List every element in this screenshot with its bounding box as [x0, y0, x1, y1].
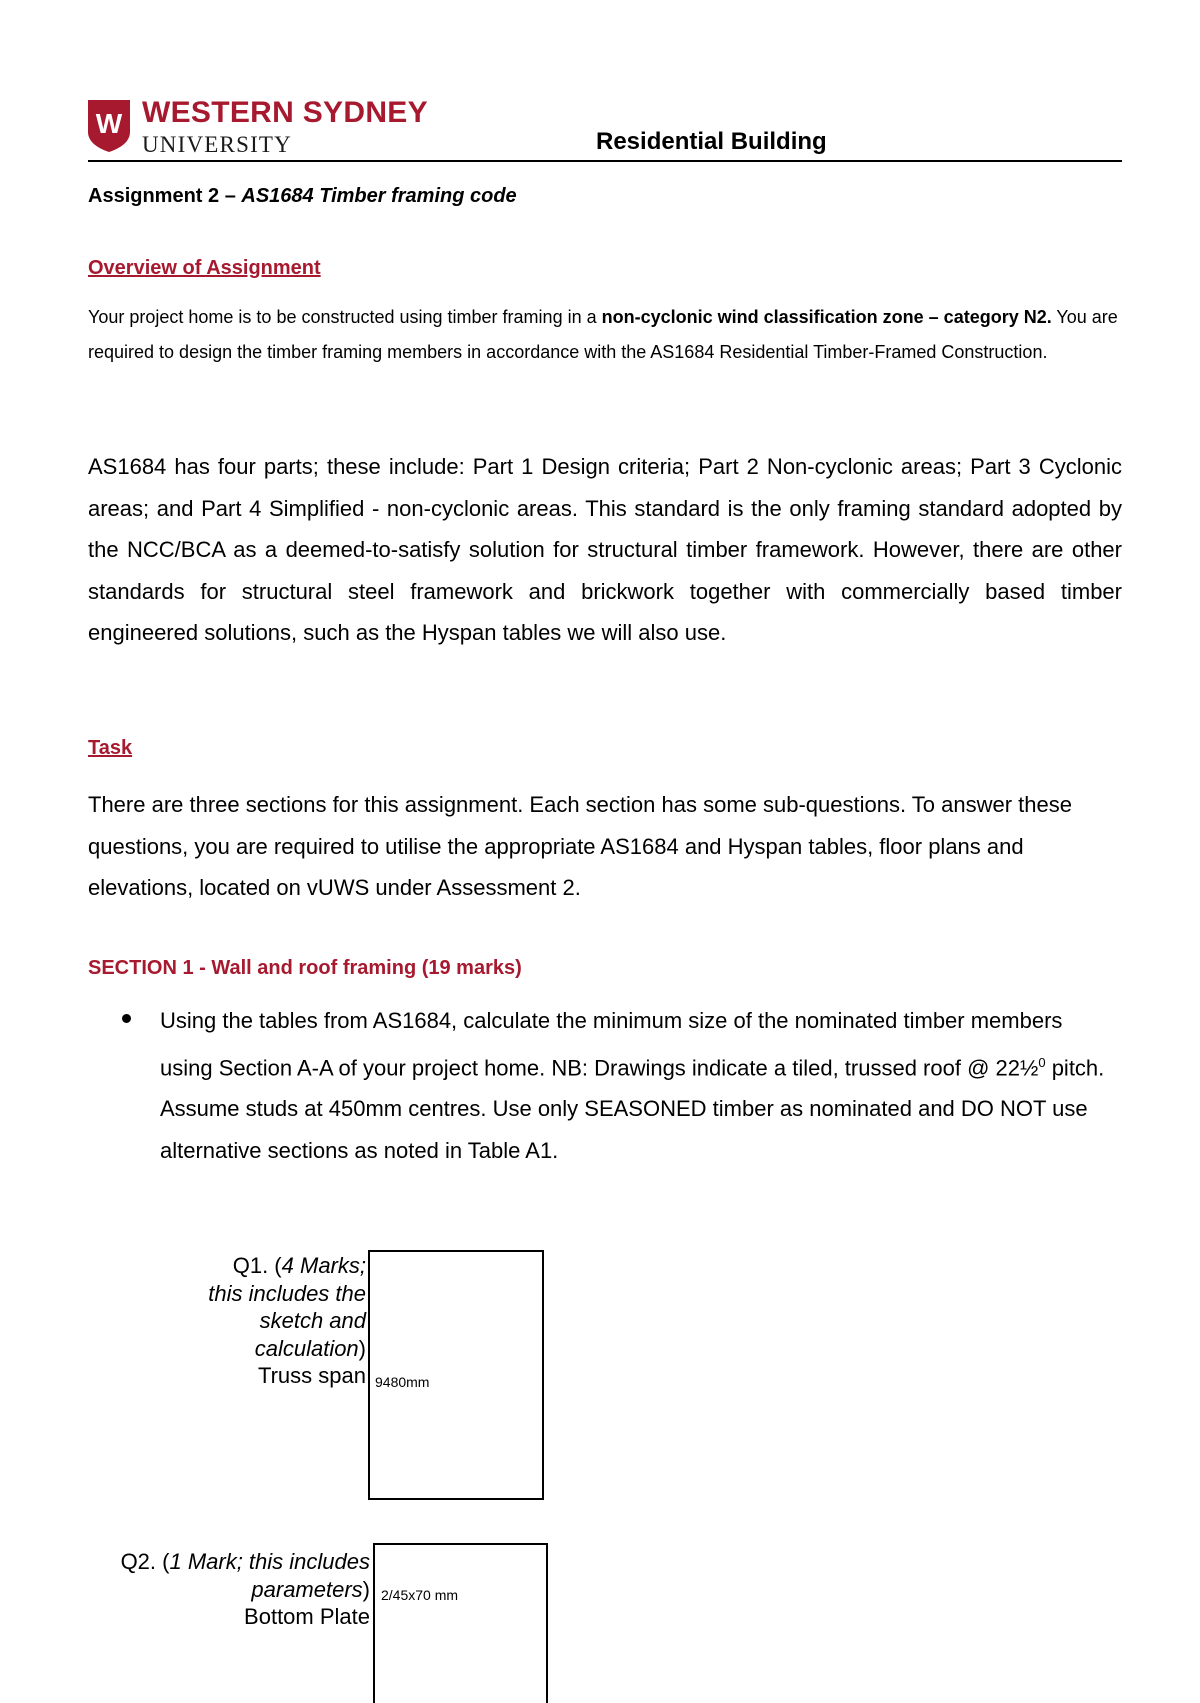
- assignment-title: [88, 185, 517, 208]
- university-logo-shield: [88, 100, 130, 152]
- q1-number: Q1. (: [232, 1253, 282, 1278]
- logo-mark-letter: W: [95, 108, 123, 139]
- overview-paragraph: [88, 300, 1122, 370]
- q1-answer-value: 9480mm: [375, 1374, 430, 1390]
- document-header-title: Residential Building: [596, 128, 827, 155]
- logo-university-name: WESTERN SYDNEY: [142, 96, 428, 129]
- overview-text-1: Your project home is to be constructed using timber framing in a: [88, 307, 602, 327]
- degree-superscript: 0: [1038, 1054, 1046, 1070]
- section1-bullet-text: [160, 1000, 1120, 1171]
- q1-marks: 4 Marks; this includes the sketch and calculation: [208, 1253, 366, 1361]
- header-divider: [88, 160, 1122, 162]
- overview-bold-text: non-cyclonic wind classification zone – category N2.: [601, 307, 1052, 327]
- q1-close: ): [358, 1335, 366, 1361]
- overview-heading: Overview of Assignment: [88, 257, 321, 279]
- q1-item: Truss span: [257, 1363, 366, 1388]
- assignment-label: Assignment 2 –: [88, 185, 242, 207]
- logo-university-word: UNIVERSITY: [142, 132, 292, 157]
- bullet-text-2: pitch. Assume studs at 450mm centres. Use only SEASONED timber as nominated and DO NOT use alternative sections as noted in Table A1.: [160, 1054, 1105, 1163]
- q1-label: [200, 1252, 366, 1390]
- q2-label: [60, 1548, 370, 1631]
- overview-text-2: You are required to design the timber framing members in accordance with the AS1684 Residential Timber-Framed Construction.: [88, 307, 1118, 362]
- q2-marks: 1 Mark; this includes parameters: [169, 1549, 370, 1602]
- q2-answer-box[interactable]: [373, 1543, 548, 1703]
- task-paragraph: There are three sections for this assignment. Each section has some sub-questions. To answer these questions, you are required to utilise the appropriate AS1684 and Hyspan tables, floor plans and elevations, located on vUWS under Assessment 2.: [88, 792, 1072, 900]
- as1684-paragraph: AS1684 has four parts; these include: Part 1 Design criteria; Part 2 Non-cyclonic areas; Part 3 Cyclonic areas; and Part 4 Simplified - non-cyclonic areas. This standard is the only framing standard adopted by the NCC/BCA as a deemed-to-satisfy solution for structural timber framework. However, there are other standards for structural steel framework and brickwork together with commercially based timber engineered solutions, such as the Hyspan tables we will also use.: [88, 454, 1122, 645]
- q2-number: Q2. (: [120, 1549, 170, 1574]
- task-heading: Task: [88, 737, 133, 759]
- q2-item: Bottom Plate: [244, 1604, 370, 1629]
- section1-heading: SECTION 1 - Wall and roof framing (19 marks): [88, 957, 522, 979]
- q2-answer-value: 2/45x70 mm: [381, 1587, 459, 1603]
- bullet-icon: [122, 1014, 131, 1023]
- q2-close: ): [362, 1576, 370, 1602]
- assignment-subject: AS1684 Timber framing code: [241, 185, 517, 207]
- bullet-text-1: Using the tables from AS1684, calculate the minimum size of the nominated timber members using Section A-A of your project home. NB: Drawings indicate a tiled, trussed roof @ 22½: [160, 1008, 1063, 1080]
